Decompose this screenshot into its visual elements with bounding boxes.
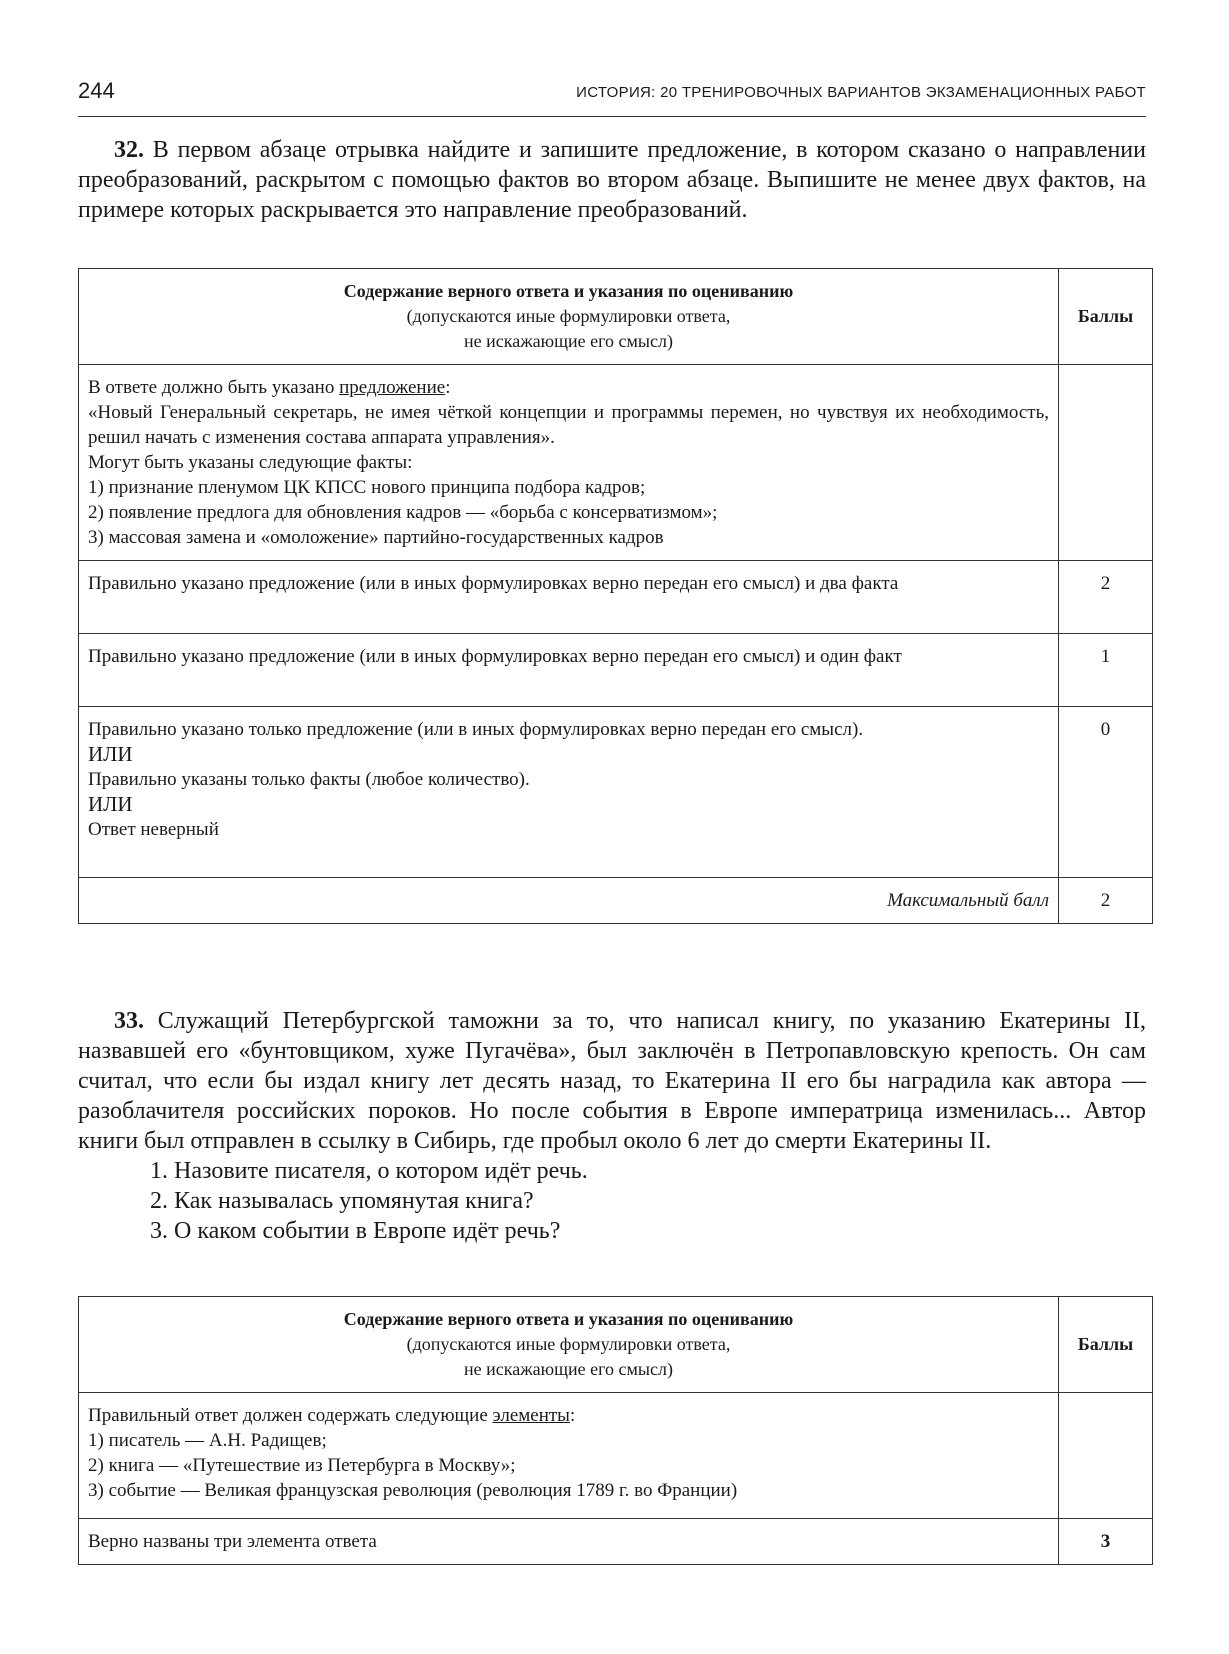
- table-header-content: [79, 1297, 1059, 1393]
- max-score-label: Максимальный балл: [79, 878, 1059, 924]
- table-row: [79, 561, 1153, 634]
- fact-item: 1) признание пленумом ЦК КПСС нового принципа подбора кадров;: [88, 477, 646, 498]
- criteria-line: Ответ неверный: [88, 819, 219, 840]
- criteria-line: Правильно указаны только факты (любое количество).: [88, 769, 530, 790]
- score-cell: 0: [1059, 707, 1153, 878]
- table-header-score: Баллы: [1059, 269, 1153, 365]
- max-score-value: 2: [1059, 878, 1153, 924]
- fact-item: 3) массовая замена и «омоложение» партийно-государственных кадров: [88, 527, 664, 548]
- score-cell-empty: [1059, 365, 1153, 561]
- or-label: ИЛИ: [88, 742, 133, 766]
- table-header-row: [79, 1297, 1153, 1393]
- answer-intro: Правильный ответ должен содержать следующие: [88, 1405, 493, 1426]
- element-item: 1) писатель — А.Н. Радищев;: [88, 1430, 327, 1451]
- answer-content-cell: [79, 365, 1059, 561]
- question-32-number: 32.: [114, 137, 144, 163]
- answer-quote: «Новый Генеральный секретарь, не имея чёткой концепции и программы перемен, но чувствуя их необходимость, решил начать с изменения состава аппарата управления».: [88, 402, 1049, 448]
- criteria-line: Правильно указано только предложение (или в иных формулировках верно передан его смысл).: [88, 719, 864, 740]
- question-33-sub-1: 1. Назовите писателя, о котором идёт речь.: [150, 1158, 588, 1184]
- running-title: ИСТОРИЯ: 20 ТРЕНИРОВОЧНЫХ ВАРИАНТОВ ЭКЗАМЕНАЦИОННЫХ РАБОТ: [576, 84, 1146, 101]
- answer-intro-end: :: [445, 377, 451, 398]
- criteria-cell: Верно названы три элемента ответа: [79, 1519, 1059, 1565]
- or-label: ИЛИ: [88, 792, 133, 816]
- answer-intro: В ответе должно быть указано: [88, 377, 340, 398]
- table-row: [79, 1519, 1153, 1565]
- answer-intro-underlined: предложение: [339, 377, 446, 398]
- table-row: [79, 365, 1153, 561]
- element-item: 2) книга — «Путешествие из Петербурга в Москву»;: [88, 1455, 516, 1476]
- criteria-cell: Правильно указано предложение (или в иных формулировках верно передан его смысл) и один факт: [79, 634, 1059, 707]
- question-33-sub-2: 2. Как называлась упомянутая книга?: [150, 1188, 534, 1214]
- question-32-text: В первом абзаце отрывка найдите и запишите предложение, в котором сказано о направлении преобразований, раскрытом с помощью фактов во втором абзаце. Выпишите не менее двух фактов, на примере которых раскрывается это направление преобразований.: [78, 137, 1146, 223]
- page-header: [78, 78, 1146, 117]
- table-row: [79, 707, 1153, 878]
- answer-intro-underlined: элементы: [492, 1405, 570, 1426]
- header-note-2: не искажающие его смысл): [464, 331, 673, 351]
- score-cell: 2: [1059, 561, 1153, 634]
- table-row: [79, 634, 1153, 707]
- question-32: [78, 135, 1146, 225]
- score-cell-empty: [1059, 1393, 1153, 1519]
- table-header-row: [79, 269, 1153, 365]
- header-note-1: (допускаются иные формулировки ответа,: [406, 1334, 731, 1354]
- page-number: 244: [78, 78, 115, 103]
- criteria-cell: [79, 707, 1059, 878]
- header-title: Содержание верного ответа и указания по оцениванию: [343, 1309, 794, 1329]
- question-33: [78, 1006, 1146, 1246]
- question-33-number: 33.: [114, 1008, 144, 1034]
- score-cell: 3: [1059, 1519, 1153, 1565]
- criteria-cell: Правильно указано предложение (или в иных формулировках верно передан его смысл) и два факта: [79, 561, 1059, 634]
- element-item: 3) событие — Великая французская революция (революция 1789 г. во Франции): [88, 1480, 738, 1501]
- answer-content-cell: [79, 1393, 1059, 1519]
- table-header-score: Баллы: [1059, 1297, 1153, 1393]
- fact-item: 2) появление предлога для обновления кадров — «борьба с консерватизмом»;: [88, 502, 718, 523]
- answer-table-33: [78, 1296, 1153, 1565]
- header-note-2: не искажающие его смысл): [464, 1359, 673, 1379]
- table-row-max: [79, 878, 1153, 924]
- question-33-sub-3: 3. О каком событии в Европе идёт речь?: [150, 1218, 561, 1244]
- table-header-content: [79, 269, 1059, 365]
- header-title: Содержание верного ответа и указания по оцениванию: [343, 281, 794, 301]
- question-33-text: Служащий Петербургской таможни за то, что написал книгу, по указанию Екатерины II, назвавшей его «бунтовщиком, хуже Пугачёва», был заключён в Петропавловскую крепость. Он сам считал, что если бы издал книгу лет десять назад, то Екатерина II его бы наградила как автора — разоблачителя российских пороков. Но после события в Европе императрица изменилась... Автор книги был отправлен в ссылку в Сибирь, где пробыл около 6 лет до смерти Екатерины II.: [78, 1008, 1146, 1154]
- answer-table-32: [78, 268, 1153, 924]
- answer-intro-end: :: [569, 1405, 576, 1426]
- facts-intro: Могут быть указаны следующие факты:: [88, 452, 413, 473]
- table-row: [79, 1393, 1153, 1519]
- header-note-1: (допускаются иные формулировки ответа,: [406, 306, 731, 326]
- score-cell: 1: [1059, 634, 1153, 707]
